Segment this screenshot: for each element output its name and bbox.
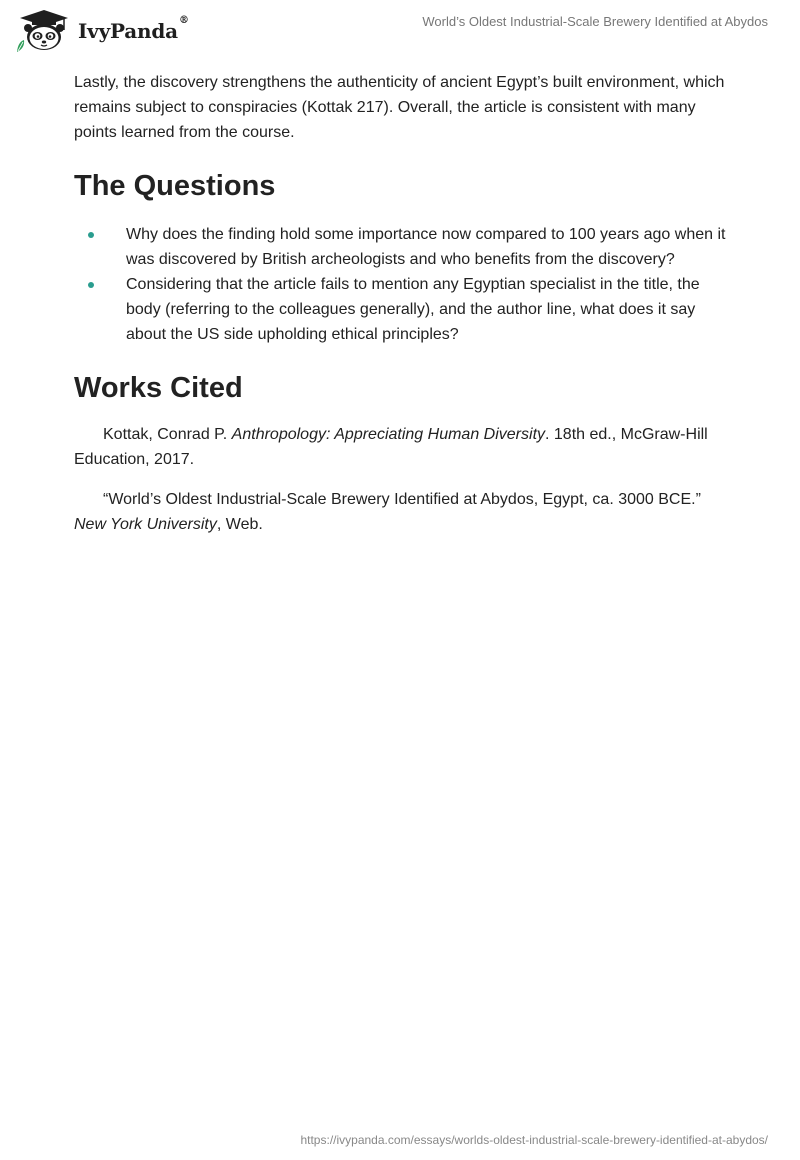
logo-wordmark: IvyPanda® [78,15,189,43]
questions-heading: The Questions [74,170,276,202]
bullet-dot-icon [88,282,94,288]
bullet-dot-icon [88,232,94,238]
question-text: Why does the finding hold some importance now compared to 100 years ago when it was discovered by British archeologists and who benefits from the discovery? [126,226,726,268]
citation-details: , Web. [216,516,263,533]
citation-details: . 18th ed., McGraw-Hill Education, 2017. [74,426,708,468]
citation-author: Kottak, Conrad P. [103,426,232,443]
question-item [74,272,734,347]
question-text: Considering that the article fails to mention any Egyptian specialist in the title, the body (referring to the colleagues generally), and the author line, what does it say about the US side upholding ethical principles? [126,276,700,343]
running-title: World’s Oldest Industrial-Scale Brewery Identified at Abydos [422,14,768,29]
works-cited-heading: Works Cited [74,372,243,404]
citation-nyu [74,487,734,537]
intro-paragraph: Lastly, the discovery strengthens the authenticity of ancient Egypt’s built environment, which remains subject to conspiracies (Kottak 217). Overall, the article is consistent with many points learned from the course. [74,74,725,141]
citation-source: New York University [74,516,217,533]
questions-list [74,222,734,347]
citation-article-title: “World’s Oldest Industrial-Scale Brewery Identified at Abydos, Egypt, ca. 3000 BCE.” [103,491,701,508]
footer-source-url[interactable]: https://ivypanda.com/essays/worlds-oldest-industrial-scale-brewery-identified-at-abydos/ [300,1133,768,1147]
essay-content [74,70,734,537]
citation-title: Anthropology: Appreciating Human Diversity [231,426,546,443]
registered-mark: ® [178,15,189,26]
question-item [74,222,734,272]
citation-kottak [74,422,734,472]
page-header [0,0,800,60]
ivypanda-logo[interactable] [14,8,189,52]
panda-graduation-cap-icon [14,8,74,52]
